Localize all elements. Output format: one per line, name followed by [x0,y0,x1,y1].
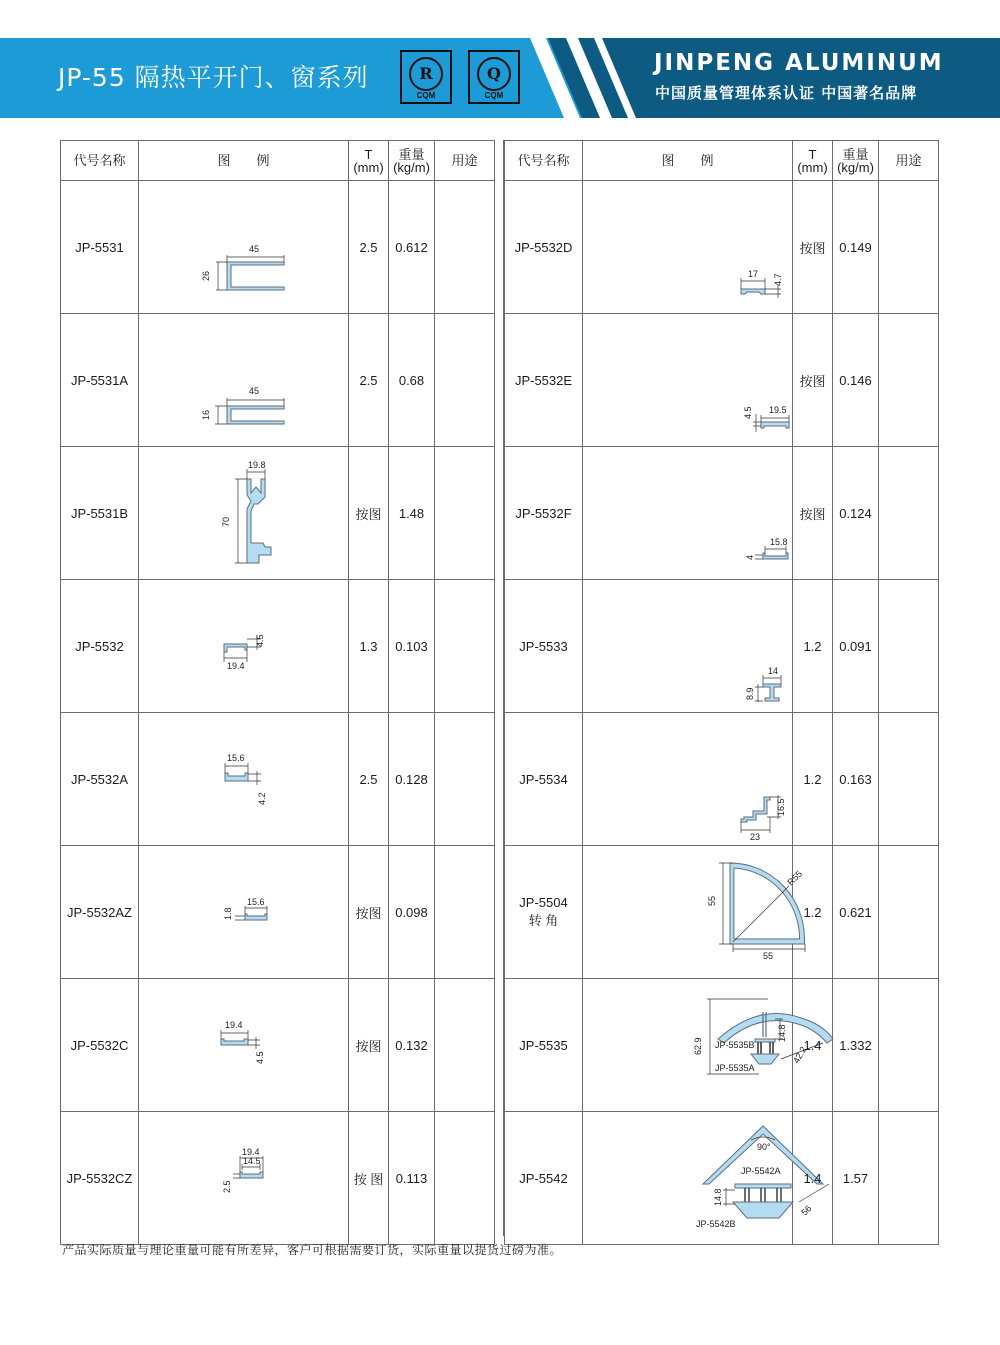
svg-text:4.2: 4.2 [257,792,267,805]
profile-drawing [139,314,349,447]
profile-use [879,181,939,314]
page-header [0,38,1000,118]
profile-weight: 0.68 [389,314,435,447]
svg-text:1.8: 1.8 [223,907,233,920]
profile-thickness: 1.2 [793,580,833,713]
profile-weight: 0.113 [389,1112,435,1245]
profile-weight: 0.612 [389,181,435,314]
profile-code: JP-5534 [505,713,583,846]
svg-text:4.5: 4.5 [743,406,753,419]
table-row [61,979,495,1112]
profile-use [435,447,495,580]
profile-use [879,314,939,447]
profile-thickness: 按 图 [349,1112,389,1245]
badge-q-text: CQM [484,91,504,100]
svg-text:14.8: 14.8 [713,1188,723,1206]
footnote: 产品实际质量与理论重量可能有所差异，客户可根据需要订货，实际重量以提货过磅为准。 [62,1243,563,1257]
profile-weight: 0.128 [389,713,435,846]
table-separator [494,140,504,1236]
profile-weight: 0.091 [833,580,879,713]
badge-r-letter: R [409,57,443,91]
svg-text:14.8: 14.8 [777,1024,787,1042]
profile-drawing [583,181,793,314]
profile-thickness: 1.3 [349,580,389,713]
profile-drawing-jp-5531b [139,447,348,579]
col-weight-header: 重量 (kg/m) [389,141,435,181]
col-thickness-header: T (mm) [793,141,833,181]
profile-use [879,846,939,979]
svg-text:JP-5542B: JP-5542B [696,1219,736,1229]
col-use-header: 用途 [435,141,495,181]
profile-weight: 0.098 [389,846,435,979]
cqm-r-badge [400,50,452,104]
svg-text:19.4: 19.4 [227,661,245,671]
svg-text:42.2: 42.2 [791,1044,809,1065]
table-row [505,314,939,447]
profile-code-line2: 转 角 [528,913,559,928]
brand-slogan-chinese: 中国质量管理体系认证 中国著名品牌 [655,84,918,102]
brand-name-english: JINPENG ALUMINUM [654,50,944,76]
profile-code: JP-5532CZ [61,1112,139,1245]
table-row [505,846,939,979]
profile-drawing [139,979,349,1112]
profile-table-right [504,140,939,1245]
table-row [61,181,495,314]
profile-thickness: 1.2 [793,713,833,846]
profile-weight: 0.163 [833,713,879,846]
svg-text:55: 55 [707,895,717,906]
profile-drawing [583,713,793,846]
profile-code: JP-5535 [505,979,583,1112]
profile-drawing-jp-5534 [583,713,792,845]
profile-drawing-jp-5533 [583,580,792,712]
profile-drawing [583,979,809,1112]
profile-code: JP-5532E [505,314,583,447]
profile-drawing-jp-5532cz [139,1112,348,1244]
svg-text:70: 70 [221,516,231,527]
svg-text:19.4: 19.4 [242,1147,260,1157]
svg-text:26: 26 [201,270,211,281]
badge-q-letter: Q [477,57,511,91]
profile-thickness: 1.4 [793,1112,833,1245]
profile-use [435,979,495,1112]
svg-text:17: 17 [748,269,759,279]
profile-use [879,447,939,580]
profile-thickness: 2.5 [349,181,389,314]
col-code-header: 代号名称 [505,141,583,181]
col-weight-header: 重量 (kg/m) [833,141,879,181]
profile-weight: 1.57 [833,1112,879,1245]
profile-drawing [139,447,349,580]
profile-drawing-jp-5532az [139,846,348,978]
profile-drawing-jp-5532c [139,979,348,1111]
profile-code: JP-5542 [505,1112,583,1245]
table-row [505,1112,939,1245]
profile-drawing-jp-5532 [139,580,348,712]
profile-code: JP-5531B [61,447,139,580]
svg-text:56: 56 [799,1203,814,1218]
profile-thickness: 2.5 [349,314,389,447]
profile-drawing [139,713,349,846]
profile-thickness: 按图 [349,447,389,580]
profile-drawing-jp-5531a [139,314,348,446]
profile-code [505,846,583,979]
profile-drawing [139,1112,349,1245]
profile-drawing [583,314,793,447]
profile-code: JP-5531 [61,181,139,314]
table-row [505,713,939,846]
profile-code: JP-5532F [505,447,583,580]
profile-code: JP-5532A [61,713,139,846]
svg-text:90°: 90° [757,1142,771,1152]
col-figure-header: 图 例 [583,141,793,181]
profile-code: JP-5533 [505,580,583,713]
profile-thickness: 按图 [349,979,389,1112]
col-code-header: 代号名称 [61,141,139,181]
table-row [61,1112,495,1245]
profile-weight: 0.146 [833,314,879,447]
profile-thickness: 按图 [793,314,833,447]
profile-use [435,181,495,314]
profile-code-line1: JP-5504 [519,895,568,910]
profile-thickness: 按图 [793,181,833,314]
col-figure-header: 图 例 [139,141,349,181]
badge-r-text: CQM [416,91,436,100]
table-row [505,979,939,1112]
table-row [505,447,939,580]
profile-use [879,580,939,713]
profile-thickness: 2.5 [349,713,389,846]
table-row [61,314,495,447]
table-row [505,181,939,314]
svg-text:55: 55 [763,951,774,961]
profile-drawing-jp-5532d [583,181,792,313]
profile-drawing-jp-5532e [583,314,792,446]
svg-text:JP-5542A: JP-5542A [741,1166,781,1176]
svg-text:16.5: 16.5 [776,798,786,816]
svg-text:19.4: 19.4 [225,1020,243,1030]
profile-use [435,1112,495,1245]
table-row [61,447,495,580]
svg-text:4.5: 4.5 [255,634,265,647]
profile-use [879,1112,939,1245]
svg-text:8.9: 8.9 [745,687,755,700]
profile-drawing-jp-5504 [583,846,805,978]
profile-thickness: 1.2 [793,846,833,979]
profile-drawing-jp-5532a [139,713,348,845]
svg-text:4.5: 4.5 [255,1051,265,1064]
profile-drawing [583,580,793,713]
profile-use [879,713,939,846]
profile-use [435,314,495,447]
profile-table-left [60,140,495,1245]
svg-text:62.9: 62.9 [693,1037,703,1055]
profile-use [435,713,495,846]
table-row [505,580,939,713]
profile-weight: 0.132 [389,979,435,1112]
table-row [61,580,495,713]
profile-use [435,846,495,979]
profile-thickness: 按图 [793,447,833,580]
profile-use [879,979,939,1112]
table-header-row [505,141,939,181]
svg-text:14.5: 14.5 [243,1156,261,1166]
svg-text:4: 4 [745,554,755,560]
svg-text:JP-5535B: JP-5535B [715,1040,755,1050]
table-row [61,713,495,846]
profile-drawing [139,580,349,713]
svg-text:16: 16 [201,409,211,420]
profile-drawing-jp-5532f [583,447,792,579]
profile-drawing-jp-5531 [139,181,348,313]
profile-weight: 1.332 [833,979,879,1112]
svg-text:15.6: 15.6 [227,753,245,763]
profile-drawing-jp-5542 [583,1112,814,1244]
profile-use [435,580,495,713]
profile-code: JP-5532D [505,181,583,314]
col-use-header: 用途 [879,141,939,181]
profile-drawing [583,1112,814,1245]
cqm-q-badge [468,50,520,104]
profile-weight: 1.48 [389,447,435,580]
col-thickness-header: T (mm) [349,141,389,181]
profile-thickness: 1.4 [793,979,833,1112]
svg-text:45: 45 [249,386,260,396]
profile-code: JP-5532AZ [61,846,139,979]
svg-text:4.7: 4.7 [773,273,783,286]
profile-weight: 0.621 [833,846,879,979]
profile-weight: 0.103 [389,580,435,713]
svg-text:45: 45 [249,244,260,254]
profile-code: JP-5532C [61,979,139,1112]
table-header-row [61,141,495,181]
svg-text:JP-5535A: JP-5535A [715,1063,755,1073]
svg-text:R55: R55 [785,868,805,888]
table-row [61,846,495,979]
profile-weight: 0.124 [833,447,879,580]
profile-drawing [139,181,349,314]
profile-drawing [139,846,349,979]
profile-weight: 0.149 [833,181,879,314]
svg-text:14: 14 [768,666,779,676]
profile-code: JP-5531A [61,314,139,447]
profile-thickness: 按图 [349,846,389,979]
profile-drawing-jp-5535 [583,979,809,1111]
svg-text:19.8: 19.8 [248,460,266,470]
svg-text:23: 23 [750,832,761,842]
svg-text:15.6: 15.6 [247,897,265,907]
svg-text:19.5: 19.5 [769,405,787,415]
profile-drawing [583,846,805,979]
profile-code: JP-5532 [61,580,139,713]
page-title: JP-55 隔热平开门、窗系列 [58,63,369,92]
svg-text:15.8: 15.8 [770,537,788,547]
profile-drawing [583,447,793,580]
svg-text:2.5: 2.5 [222,1180,232,1193]
